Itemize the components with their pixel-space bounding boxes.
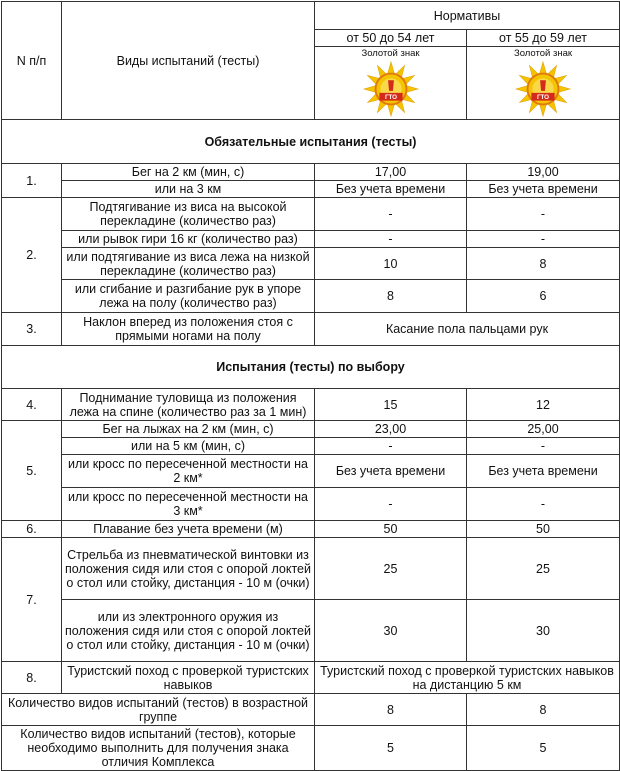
norm-value: 10 <box>315 248 467 280</box>
header-num: N п/п <box>2 2 62 120</box>
badge-label-1: Золотой знак <box>361 48 420 59</box>
norm-value: - <box>315 198 467 231</box>
norm-value: 25,00 <box>467 421 620 438</box>
norm-value: 17,00 <box>315 164 467 181</box>
header-norms: Нормативы <box>315 2 620 30</box>
test-name: или кросс по пересеченной местности на 2 км* <box>62 455 315 488</box>
norm-value: 6 <box>467 280 620 313</box>
norm-value: 50 <box>467 521 620 538</box>
norms-table <box>1 1 620 771</box>
norm-value: 30 <box>467 600 620 662</box>
norm-value: Без учета времени <box>467 455 620 488</box>
norm-value: 23,00 <box>315 421 467 438</box>
summary-label: Количество видов испытаний (тестов), которые необходимо выполнить для получения знака отличия Комплекса <box>2 726 315 771</box>
test-name: или подтягивание из виса лежа на низкой перекладине (количество раз) <box>62 248 315 280</box>
test-name: Бег на 2 км (мин, с) <box>62 164 315 181</box>
row-num: 1. <box>2 164 62 198</box>
norm-value: Касание пола пальцами рук <box>315 313 620 346</box>
test-name: или рывок гири 16 кг (количество раз) <box>62 231 315 248</box>
row-num: 8. <box>2 662 62 694</box>
medal-text: ГТО <box>384 94 397 102</box>
row-num: 2. <box>2 198 62 313</box>
test-name: Плавание без учета времени (м) <box>62 521 315 538</box>
header-tests: Виды испытаний (тесты) <box>62 2 315 120</box>
norm-value: - <box>315 488 467 521</box>
row-num: 7. <box>2 538 62 662</box>
norm-value: Без учета времени <box>467 181 620 198</box>
gto-medal-icon <box>514 60 572 118</box>
test-name: или из электронного оружия из положения сидя или стоя с опорой локтей о стол или стойку, дистанция - 10 м (очки) <box>62 600 315 662</box>
row-num: 4. <box>2 389 62 421</box>
header-age-55-59: от 55 до 59 лет <box>467 30 620 47</box>
test-name: Поднимание туловища из положения лежа на спине (количество раз за 1 мин) <box>62 389 315 421</box>
test-name: Наклон вперед из положения стоя с прямыми ногами на полу <box>62 313 315 346</box>
row-num: 3. <box>2 313 62 346</box>
norm-value: 15 <box>315 389 467 421</box>
summary-value: 5 <box>467 726 620 771</box>
section-mandatory: Обязательные испытания (тесты) <box>2 120 620 164</box>
norm-value: 25 <box>467 538 620 600</box>
summary-value: 8 <box>315 694 467 726</box>
test-name: Бег на лыжах на 2 км (мин, с) <box>62 421 315 438</box>
test-name: Туристский поход с проверкой туристских навыков <box>62 662 315 694</box>
test-name: или на 5 км (мин, с) <box>62 438 315 455</box>
test-name: или кросс по пересеченной местности на 3 км* <box>62 488 315 521</box>
norm-value: 12 <box>467 389 620 421</box>
badge-cell-1 <box>315 47 467 120</box>
header-age-50-54: от 50 до 54 лет <box>315 30 467 47</box>
section-optional: Испытания (тесты) по выбору <box>2 346 620 389</box>
norm-value: 25 <box>315 538 467 600</box>
norm-value: - <box>467 438 620 455</box>
norm-value: Без учета времени <box>315 181 467 198</box>
badge-label-2: Золотой знак <box>513 48 573 59</box>
test-name: или сгибание и разгибание рук в упоре лежа на полу (количество раз) <box>62 280 315 313</box>
badge-cell-2 <box>467 47 620 120</box>
norm-value: Без учета времени <box>315 455 467 488</box>
summary-label: Количество видов испытаний (тестов) в возрастной группе <box>2 694 315 726</box>
norm-value: 19,00 <box>467 164 620 181</box>
summary-value: 8 <box>467 694 620 726</box>
norm-value: - <box>467 488 620 521</box>
norm-value: Туристский поход с проверкой туристских навыков на дистанцию 5 км <box>315 662 620 694</box>
row-num: 5. <box>2 421 62 521</box>
summary-value: 5 <box>315 726 467 771</box>
norm-value: - <box>467 198 620 231</box>
norm-value: 8 <box>467 248 620 280</box>
test-name: Подтягивание из виса на высокой перекладине (количество раз) <box>62 198 315 231</box>
test-name: или на 3 км <box>62 181 315 198</box>
norm-value: 30 <box>315 600 467 662</box>
norm-value: 50 <box>315 521 467 538</box>
norm-value: - <box>467 231 620 248</box>
test-name: Стрельба из пневматической винтовки из положения сидя или стоя с опорой локтей о стол или стойку, дистанция - 10 м (очки) <box>62 538 315 600</box>
norm-value: 8 <box>315 280 467 313</box>
gto-medal-icon <box>362 60 420 118</box>
norm-value: - <box>315 438 467 455</box>
norm-value: - <box>315 231 467 248</box>
row-num: 6. <box>2 521 62 538</box>
medal-text: ГТО <box>536 94 550 102</box>
